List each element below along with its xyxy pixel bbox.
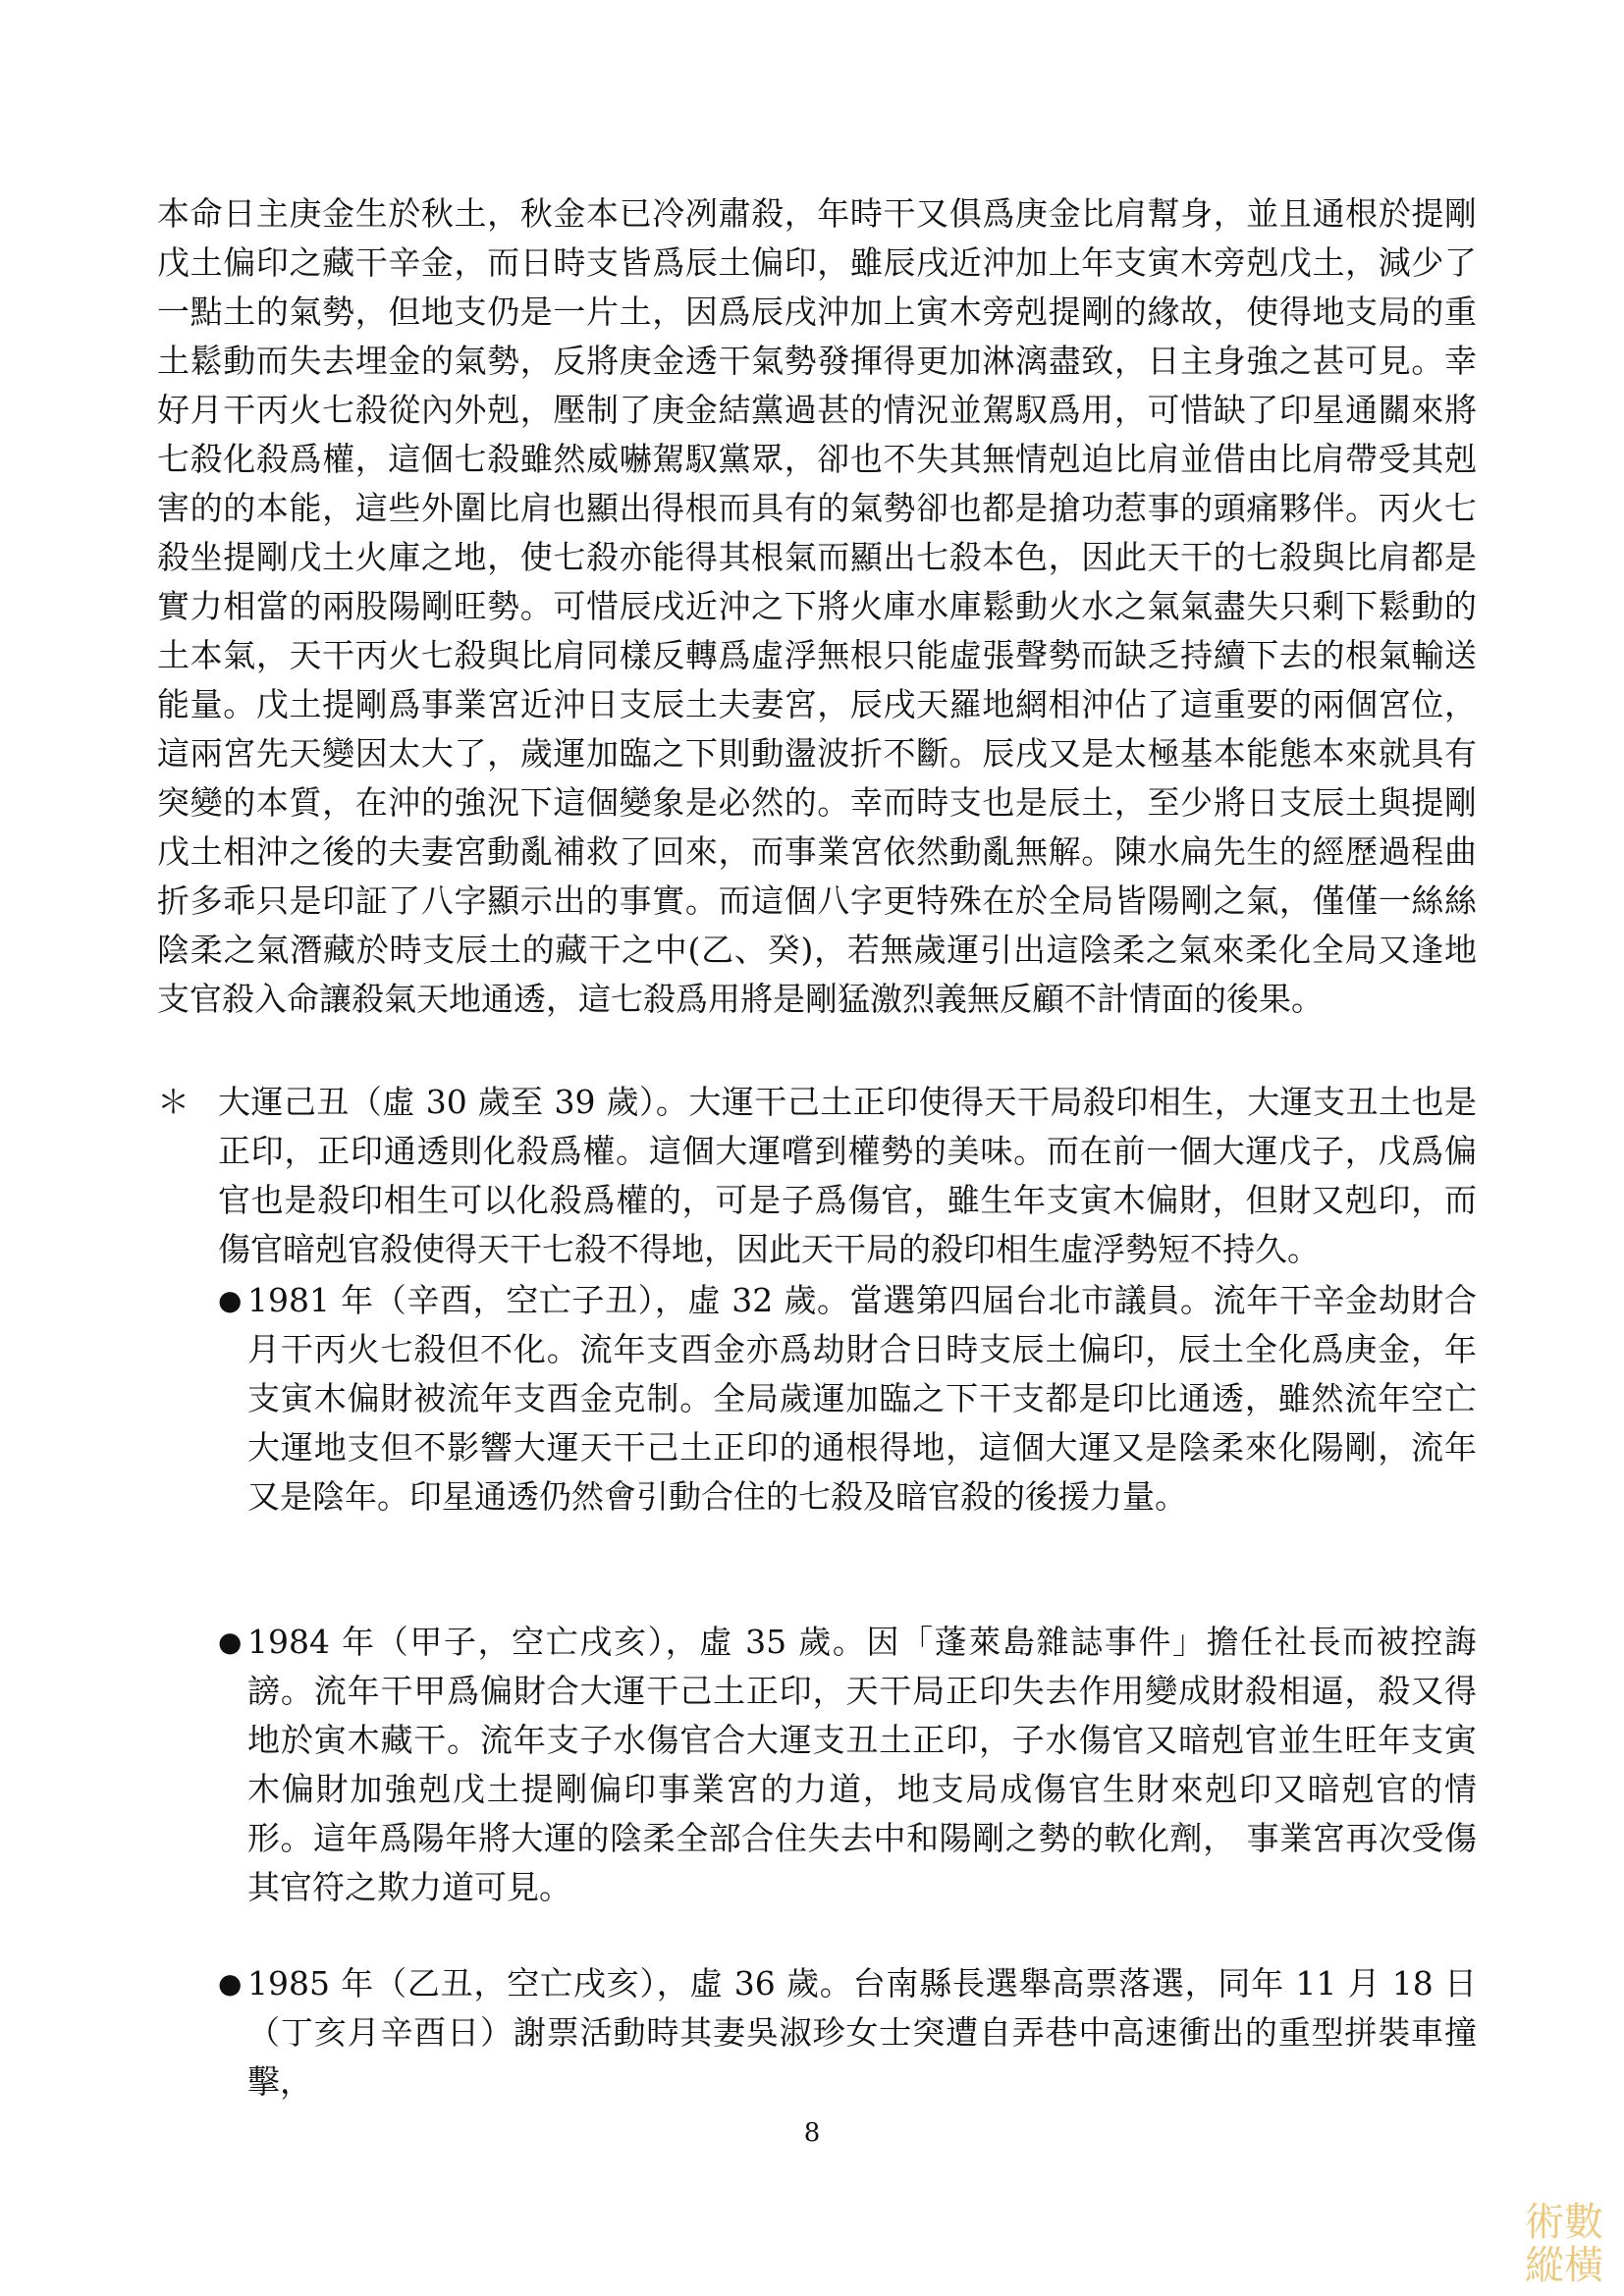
bullet-dot-icon: ● — [218, 1284, 243, 1316]
event-text: 1985 年（乙丑，空亡戌亥），虛 36 歲。台南縣長選舉高票落選，同年 11 月 18 日（丁亥月辛酉日）謝票活動時其妻吳淑珍女士突遭自弄巷中高速衝出的重型拼裝車撞擊， — [247, 1964, 1477, 2101]
main-paragraph: 本命日主庚金生於秋土，秋金本已冷冽肅殺，年時干又俱爲庚金比肩幫身，並且通根於提剛戊土偏印之藏干辛金，而日時支皆爲辰土偏印，雖辰戌近沖加上年支寅木旁剋戊土，減少了一點土的氣勢，但地支仍是一片土，因爲辰戌沖加上寅木旁剋提剛的緣故，使得地支局的重土鬆動而失去埋金的氣勢，反將庚金透干氣勢發揮得更加淋漓盡致，日主身強之甚可見。幸好月干丙火七殺從內外剋，壓制了庚金結黨過甚的情況並駕馭爲用，可惜缺了印星通關來將七殺化殺爲權，這個七殺雖然威嚇駕馭黨眾，卻也不失其無情剋迫比肩並借由比肩帶受其剋害的的本能，這些外圍比肩也顯出得根而具有的氣勢卻也都是搶功惹事的頭痛夥伴。丙火七殺坐提剛戊土火庫之地，使七殺亦能得其根氣而顯出七殺本色，因此天干的七殺與比肩都是實力相當的兩股陽剛旺勢。可惜辰戌近沖之下將火庫水庫鬆動火水之氣氣盡失只剩下鬆動的土本氣，天干丙火七殺與比肩同樣反轉爲虛浮無根只能虛張聲勢而缺乏持續下去的根氣輸送能量。戊土提剛爲事業宮近沖日支辰土夫妻宮，辰戌天羅地網相沖佔了這重要的兩個宮位，這兩宮先天變因太大了，歲運加臨之下則動盪波折不斷。辰戌又是太極基本能態本來就具有突變的本質，在沖的強況下這個變象是必然的。幸而時支也是辰土，至少將日支辰土與提剛戊土相沖之後的夫妻宮動亂補救了回來，而事業宮依然動亂無解。陳水扁先生的經歷過程曲折多乖只是印証了八字顯示出的事實。而這個八字更特殊在於全局皆陽剛之氣，僅僅一絲絲陰柔之氣潛藏於時支辰土的藏干之中(乙、癸)，若無歲運引出這陰柔之氣來柔化全局又逢地支官殺入命讓殺氣天地通透，這七殺爲用將是剛猛激烈義無反顧不計情面的後果。 — [157, 194, 1477, 1018]
bullet-text: 大運己丑（虛 30 歲至 39 歲）。大運干己土正印使得天干局殺印相生，大運支丑土也是正印，正印通透則化殺爲權。這個大運嚐到權勢的美味。而在前一個大運戊子，戊爲偏官也是殺印相生可以化殺爲權的，可是子爲傷官，雖生年支寅木偏財，但財又剋印，而傷官暗剋官殺使得天干七殺不得地，因此天干局的殺印相生虛浮勢短不持久。 — [218, 1083, 1477, 1268]
event-text: 1984 年（甲子，空亡戌亥），虛 35 歲。因「蓬萊島雜誌事件」擔任社長而被控誨謗。流年干甲爲偏財合大運干己土正印，天干局正印失去作用變成財殺相逼，殺又得地於寅木藏干。流年支子水傷官合大運支丑土正印，子水傷官又暗剋官並生旺年支寅木偏財加強剋戊土提剛偏印事業宮的力道，地支局成傷官生財來剋印又暗剋官的情形。這年爲陽年將大運的陰柔全部合住失去中和陽剛之勢的軟化劑， 事業宮再次受傷其官符之欺力道可見。 — [247, 1623, 1477, 1906]
event-1984 — [218, 1618, 1477, 1912]
bullet-dot-icon: ● — [218, 1626, 243, 1658]
page-number: 8 — [803, 2118, 821, 2148]
bullet-dot-icon: ● — [218, 1967, 243, 2000]
dayun-bullet — [157, 1078, 1477, 1274]
event-text: 1981 年（辛酉，空亡子丑），虛 32 歲。當選第四屆台北市議員。流年干辛金劫財合月干丙火七殺但不化。流年支酉金亦爲劫財合日時支辰土偏印，辰土全化爲庚金，年支寅木偏財被流年支酉金克制。全局歲運加臨之下干支都是印比通透，雖然流年空亡大運地支但不影響大運天干己土正印的通根得地，這個大運又是陰柔來化陽剛，流年又是陰年。印星通透仍然會引動合住的七殺及暗官殺的後援力量。 — [247, 1281, 1477, 1516]
bullet-marker: ＊ — [157, 1083, 189, 1121]
event-1981 — [218, 1276, 1477, 1522]
event-1985 — [218, 1959, 1477, 2107]
watermark-logo: 術數縱橫 — [1525, 2200, 1603, 2288]
